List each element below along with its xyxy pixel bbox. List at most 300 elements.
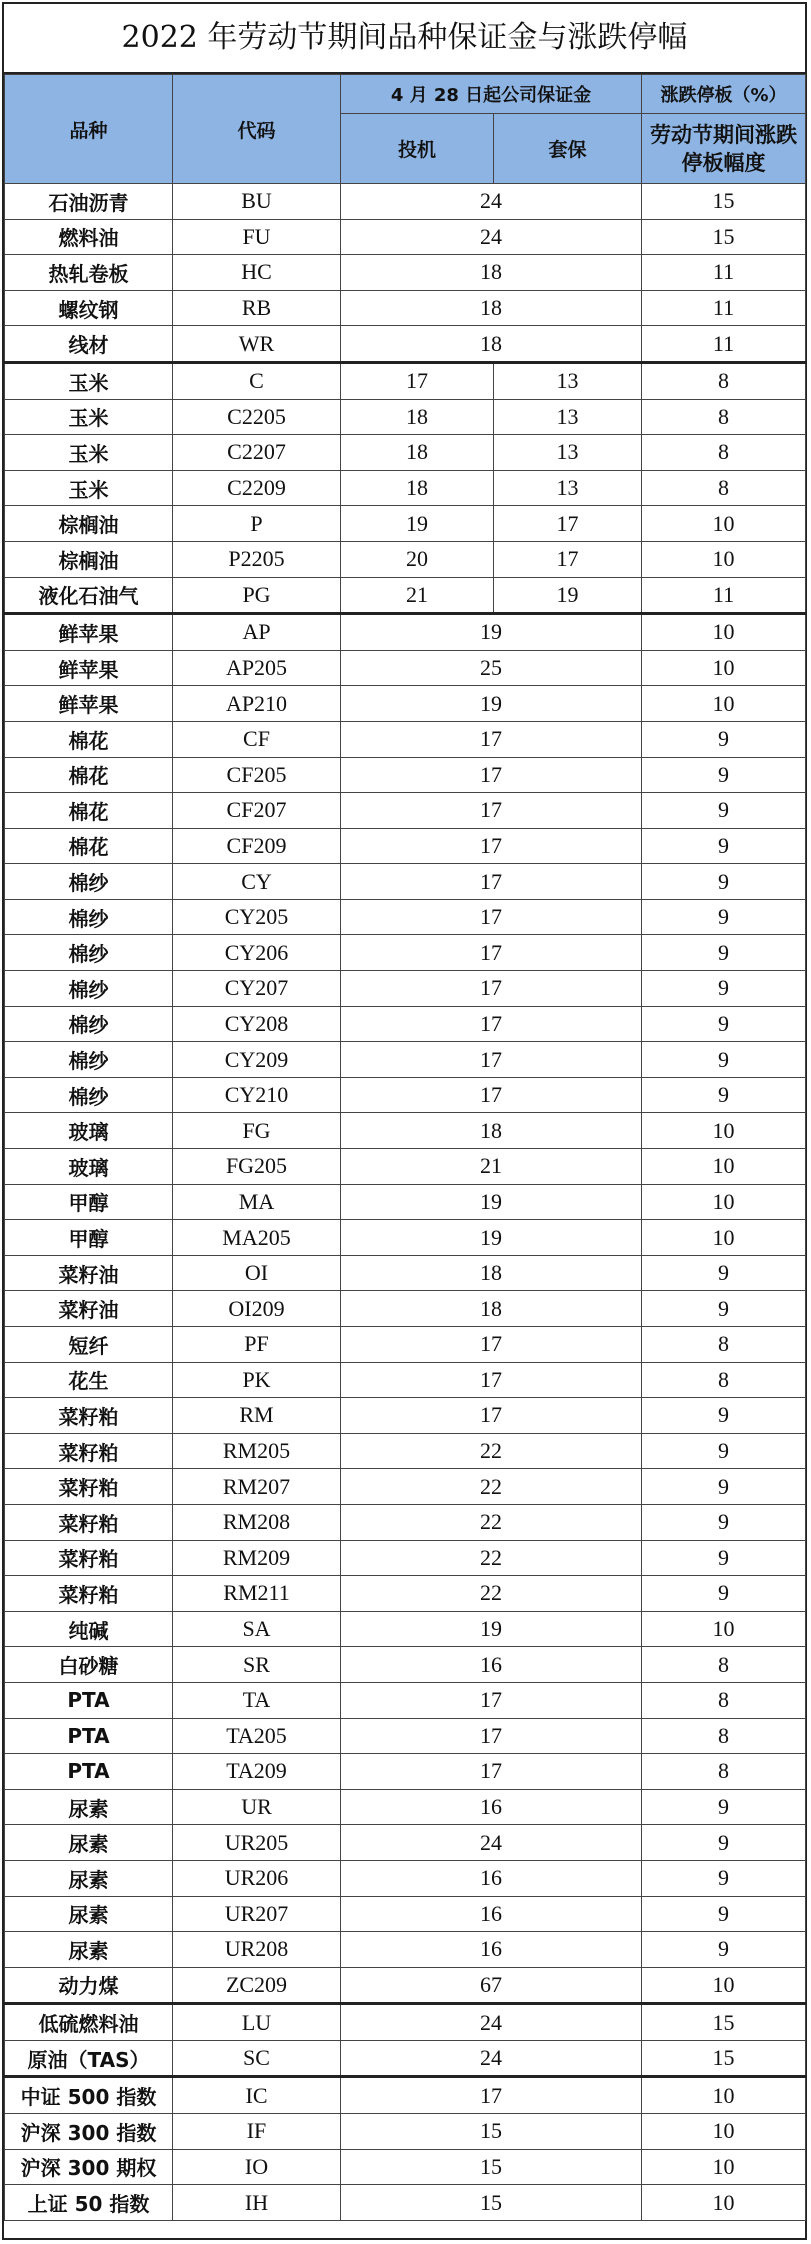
table-row [5, 1718, 806, 1754]
variety-name: 菜籽粕 [5, 1398, 173, 1434]
contract-code: SR [173, 1647, 341, 1683]
variety-name: 棉纱 [5, 864, 173, 900]
company-margin: 17 [341, 1362, 642, 1398]
contract-code: UR [173, 1789, 341, 1825]
variety-name: 原油（TAS） [5, 2040, 173, 2077]
contract-code: PG [173, 577, 341, 614]
contract-code: RB [173, 290, 341, 326]
header-variety: 品种 [5, 75, 173, 184]
contract-code: SC [173, 2040, 341, 2077]
contract-code: P2205 [173, 541, 341, 577]
table-row [5, 1469, 806, 1505]
company-margin: 17 [341, 1682, 642, 1718]
contract-code: C2207 [173, 435, 341, 471]
company-margin: 17 [341, 935, 642, 971]
contract-code: AP [173, 614, 341, 651]
variety-name: PTA [5, 1682, 173, 1718]
price-limit: 15 [642, 184, 806, 220]
variety-name: 尿素 [5, 1932, 173, 1968]
variety-name: 玻璃 [5, 1149, 173, 1185]
header-margin-group: 4 月 28 日起公司保证金 [341, 75, 642, 114]
variety-name: 鲜苹果 [5, 686, 173, 722]
variety-name: PTA [5, 1718, 173, 1754]
variety-name: 纯碱 [5, 1611, 173, 1647]
company-margin: 19 [341, 1184, 642, 1220]
hedge-margin: 17 [494, 506, 642, 542]
price-limit: 11 [642, 255, 806, 291]
company-margin: 16 [341, 1896, 642, 1932]
variety-name: 棉花 [5, 828, 173, 864]
table-row [5, 2185, 806, 2221]
company-margin: 24 [341, 219, 642, 255]
price-limit: 9 [642, 1291, 806, 1327]
header-code: 代码 [173, 75, 341, 184]
table-row [5, 1754, 806, 1790]
contract-code: UR208 [173, 1932, 341, 1968]
variety-name: 棉纱 [5, 1077, 173, 1113]
price-limit: 8 [642, 399, 806, 435]
speculative-margin: 18 [341, 470, 494, 506]
variety-name: 玉米 [5, 470, 173, 506]
price-limit: 8 [642, 470, 806, 506]
contract-code: CF209 [173, 828, 341, 864]
speculative-margin: 19 [341, 506, 494, 542]
table-row [5, 219, 806, 255]
table-row [5, 793, 806, 829]
company-margin: 24 [341, 2004, 642, 2041]
table-row [5, 1113, 806, 1149]
price-limit: 9 [642, 1896, 806, 1932]
variety-name: 燃料油 [5, 219, 173, 255]
table-row [5, 1077, 806, 1113]
price-limit: 8 [642, 435, 806, 471]
contract-code: CY [173, 864, 341, 900]
company-margin: 19 [341, 1611, 642, 1647]
hedge-margin: 13 [494, 362, 642, 399]
price-limit: 10 [642, 650, 806, 686]
company-margin: 17 [341, 1042, 642, 1078]
contract-code: RM208 [173, 1504, 341, 1540]
table-header [5, 75, 806, 184]
price-limit: 9 [642, 935, 806, 971]
variety-name: 甲醇 [5, 1184, 173, 1220]
variety-name: 棉花 [5, 757, 173, 793]
price-limit: 8 [642, 1718, 806, 1754]
price-limit: 10 [642, 2149, 806, 2185]
variety-name: 鲜苹果 [5, 650, 173, 686]
table-row [5, 935, 806, 971]
table-row [5, 1149, 806, 1185]
table-row [5, 506, 806, 542]
table-row [5, 255, 806, 291]
contract-code: P [173, 506, 341, 542]
contract-code: PF [173, 1327, 341, 1363]
company-margin: 25 [341, 650, 642, 686]
table-row [5, 1362, 806, 1398]
contract-code: RM [173, 1398, 341, 1434]
price-limit: 9 [642, 1469, 806, 1505]
price-limit: 10 [642, 2077, 806, 2114]
contract-code: OI209 [173, 1291, 341, 1327]
variety-name: 热轧卷板 [5, 255, 173, 291]
price-limit: 8 [642, 1362, 806, 1398]
contract-code: ZC209 [173, 1967, 341, 2004]
company-margin: 21 [341, 1149, 642, 1185]
table-row [5, 614, 806, 651]
company-margin: 17 [341, 793, 642, 829]
variety-name: 玉米 [5, 362, 173, 399]
company-margin: 16 [341, 1647, 642, 1683]
company-margin: 17 [341, 864, 642, 900]
company-margin: 15 [341, 2114, 642, 2150]
variety-name: 玉米 [5, 435, 173, 471]
company-margin: 19 [341, 614, 642, 651]
header-hedge: 套保 [494, 114, 642, 184]
contract-code: CY209 [173, 1042, 341, 1078]
contract-code: PK [173, 1362, 341, 1398]
price-limit: 9 [642, 1932, 806, 1968]
price-limit: 15 [642, 2004, 806, 2041]
variety-name: 尿素 [5, 1860, 173, 1896]
variety-name: 菜籽粕 [5, 1540, 173, 1576]
table-row [5, 1398, 806, 1434]
variety-name: 上证 50 指数 [5, 2185, 173, 2221]
hedge-margin: 19 [494, 577, 642, 614]
header-speculative: 投机 [341, 114, 494, 184]
table-row [5, 1220, 806, 1256]
contract-code: MA [173, 1184, 341, 1220]
variety-name: 菜籽油 [5, 1291, 173, 1327]
contract-code: MA205 [173, 1220, 341, 1256]
price-limit: 9 [642, 1825, 806, 1861]
table-row [5, 290, 806, 326]
price-limit: 10 [642, 541, 806, 577]
table-row [5, 2149, 806, 2185]
contract-code: TA209 [173, 1754, 341, 1790]
price-limit: 9 [642, 971, 806, 1007]
contract-code: IC [173, 2077, 341, 2114]
variety-name: 短纤 [5, 1327, 173, 1363]
table-row [5, 757, 806, 793]
variety-name: 棉纱 [5, 1006, 173, 1042]
contract-code: UR205 [173, 1825, 341, 1861]
variety-name: 液化石油气 [5, 577, 173, 614]
price-limit: 9 [642, 1789, 806, 1825]
price-limit: 9 [642, 1540, 806, 1576]
contract-code: CY205 [173, 899, 341, 935]
price-limit: 9 [642, 1042, 806, 1078]
contract-code: IO [173, 2149, 341, 2185]
company-margin: 17 [341, 1006, 642, 1042]
price-limit: 9 [642, 1433, 806, 1469]
price-limit: 8 [642, 1754, 806, 1790]
contract-code: C2209 [173, 470, 341, 506]
contract-code: UR206 [173, 1860, 341, 1896]
table-row [5, 971, 806, 1007]
table-row [5, 828, 806, 864]
company-margin: 17 [341, 721, 642, 757]
contract-code: CY207 [173, 971, 341, 1007]
contract-code: CF207 [173, 793, 341, 829]
company-margin: 15 [341, 2185, 642, 2221]
price-limit: 9 [642, 1006, 806, 1042]
contract-code: WR [173, 326, 341, 363]
variety-name: 鲜苹果 [5, 614, 173, 651]
table-row [5, 1184, 806, 1220]
table-row [5, 435, 806, 471]
table-row [5, 399, 806, 435]
variety-name: PTA [5, 1754, 173, 1790]
price-limit: 10 [642, 1967, 806, 2004]
price-limit: 9 [642, 1398, 806, 1434]
contract-code: AP210 [173, 686, 341, 722]
price-limit: 11 [642, 290, 806, 326]
price-limit: 9 [642, 899, 806, 935]
variety-name: 尿素 [5, 1789, 173, 1825]
variety-name: 白砂糖 [5, 1647, 173, 1683]
company-margin: 22 [341, 1504, 642, 1540]
contract-code: CY208 [173, 1006, 341, 1042]
price-limit: 9 [642, 1504, 806, 1540]
price-limit: 10 [642, 2114, 806, 2150]
contract-code: C [173, 362, 341, 399]
price-limit: 11 [642, 326, 806, 363]
price-limit: 9 [642, 1077, 806, 1113]
company-margin: 19 [341, 686, 642, 722]
table-row [5, 1932, 806, 1968]
header-limit-sub: 劳动节期间涨跌停板幅度 [642, 114, 806, 184]
variety-name: 玻璃 [5, 1113, 173, 1149]
company-margin: 22 [341, 1540, 642, 1576]
contract-code: OI [173, 1255, 341, 1291]
table-row [5, 2040, 806, 2077]
table-row [5, 864, 806, 900]
contract-code: CF205 [173, 757, 341, 793]
contract-code: TA205 [173, 1718, 341, 1754]
company-margin: 16 [341, 1860, 642, 1896]
company-margin: 18 [341, 1113, 642, 1149]
price-limit: 10 [642, 686, 806, 722]
company-margin: 17 [341, 2077, 642, 2114]
variety-name: 沪深 300 期权 [5, 2149, 173, 2185]
contract-code: HC [173, 255, 341, 291]
price-limit: 15 [642, 219, 806, 255]
table-body [5, 184, 806, 2221]
variety-name: 棉纱 [5, 935, 173, 971]
contract-code: UR207 [173, 1896, 341, 1932]
variety-name: 菜籽粕 [5, 1469, 173, 1505]
table-row [5, 326, 806, 363]
variety-name: 菜籽粕 [5, 1576, 173, 1612]
variety-name: 沪深 300 指数 [5, 2114, 173, 2150]
variety-name: 中证 500 指数 [5, 2077, 173, 2114]
table-row [5, 721, 806, 757]
variety-name: 菜籽油 [5, 1255, 173, 1291]
table-row [5, 1433, 806, 1469]
company-margin: 67 [341, 1967, 642, 2004]
table-row [5, 650, 806, 686]
table-row [5, 1006, 806, 1042]
table-row [5, 2004, 806, 2041]
price-limit: 8 [642, 1647, 806, 1683]
table-row [5, 686, 806, 722]
variety-name: 尿素 [5, 1896, 173, 1932]
variety-name: 石油沥青 [5, 184, 173, 220]
table-row [5, 1825, 806, 1861]
price-limit: 10 [642, 1149, 806, 1185]
table-row [5, 577, 806, 614]
company-margin: 17 [341, 971, 642, 1007]
table-row [5, 2114, 806, 2150]
variety-name: 棕榈油 [5, 541, 173, 577]
table-row [5, 1291, 806, 1327]
contract-code: RM209 [173, 1540, 341, 1576]
hedge-margin: 17 [494, 541, 642, 577]
speculative-margin: 20 [341, 541, 494, 577]
speculative-margin: 18 [341, 435, 494, 471]
contract-code: IF [173, 2114, 341, 2150]
price-limit: 8 [642, 1327, 806, 1363]
contract-code: BU [173, 184, 341, 220]
variety-name: 甲醇 [5, 1220, 173, 1256]
price-limit: 9 [642, 828, 806, 864]
variety-name: 线材 [5, 326, 173, 363]
variety-name: 棉花 [5, 721, 173, 757]
company-margin: 17 [341, 899, 642, 935]
speculative-margin: 18 [341, 399, 494, 435]
page-title: 2022 年劳动节期间品种保证金与涨跌停幅 [4, 4, 805, 74]
contract-code: C2205 [173, 399, 341, 435]
table-row [5, 184, 806, 220]
table-row [5, 1327, 806, 1363]
table-row [5, 2077, 806, 2114]
variety-name: 棉花 [5, 793, 173, 829]
price-limit: 10 [642, 614, 806, 651]
table-row [5, 470, 806, 506]
price-limit: 10 [642, 506, 806, 542]
hedge-margin: 13 [494, 470, 642, 506]
company-margin: 17 [341, 1327, 642, 1363]
contract-code: RM211 [173, 1576, 341, 1612]
variety-name: 菜籽粕 [5, 1433, 173, 1469]
company-margin: 24 [341, 1825, 642, 1861]
company-margin: 16 [341, 1932, 642, 1968]
contract-code: AP205 [173, 650, 341, 686]
company-margin: 22 [341, 1469, 642, 1505]
table-row [5, 541, 806, 577]
price-limit: 8 [642, 1682, 806, 1718]
price-limit: 10 [642, 1220, 806, 1256]
table-row [5, 899, 806, 935]
table-row [5, 1967, 806, 2004]
contract-code: TA [173, 1682, 341, 1718]
table-row [5, 1042, 806, 1078]
company-margin: 24 [341, 2040, 642, 2077]
variety-name: 螺纹钢 [5, 290, 173, 326]
variety-name: 低硫燃料油 [5, 2004, 173, 2041]
contract-code: IH [173, 2185, 341, 2221]
price-limit: 10 [642, 1611, 806, 1647]
variety-name: 棕榈油 [5, 506, 173, 542]
table-row [5, 1647, 806, 1683]
company-margin: 17 [341, 1754, 642, 1790]
contract-code: FG [173, 1113, 341, 1149]
speculative-margin: 17 [341, 362, 494, 399]
contract-code: CY210 [173, 1077, 341, 1113]
contract-code: LU [173, 2004, 341, 2041]
table-row [5, 1789, 806, 1825]
speculative-margin: 21 [341, 577, 494, 614]
company-margin: 17 [341, 757, 642, 793]
margin-table-sheet [2, 2, 807, 2240]
contract-code: CF [173, 721, 341, 757]
variety-name: 棉纱 [5, 971, 173, 1007]
margin-table [4, 74, 806, 2221]
contract-code: FU [173, 219, 341, 255]
contract-code: RM205 [173, 1433, 341, 1469]
variety-name: 玉米 [5, 399, 173, 435]
company-margin: 16 [341, 1789, 642, 1825]
company-margin: 18 [341, 290, 642, 326]
table-row [5, 1682, 806, 1718]
hedge-margin: 13 [494, 399, 642, 435]
variety-name: 菜籽粕 [5, 1504, 173, 1540]
price-limit: 9 [642, 1860, 806, 1896]
price-limit: 11 [642, 577, 806, 614]
table-row [5, 1896, 806, 1932]
table-row [5, 1860, 806, 1896]
table-row [5, 1576, 806, 1612]
company-margin: 18 [341, 1291, 642, 1327]
price-limit: 9 [642, 721, 806, 757]
variety-name: 棉纱 [5, 899, 173, 935]
company-margin: 18 [341, 326, 642, 363]
company-margin: 17 [341, 1718, 642, 1754]
price-limit: 10 [642, 1113, 806, 1149]
price-limit: 10 [642, 2185, 806, 2221]
variety-name: 尿素 [5, 1825, 173, 1861]
company-margin: 15 [341, 2149, 642, 2185]
header-limit-group: 涨跌停板（%） [642, 75, 806, 114]
price-limit: 9 [642, 1576, 806, 1612]
company-margin: 22 [341, 1576, 642, 1612]
variety-name: 棉纱 [5, 1042, 173, 1078]
company-margin: 22 [341, 1433, 642, 1469]
price-limit: 9 [642, 864, 806, 900]
price-limit: 9 [642, 793, 806, 829]
price-limit: 9 [642, 1255, 806, 1291]
company-margin: 18 [341, 1255, 642, 1291]
company-margin: 24 [341, 184, 642, 220]
company-margin: 17 [341, 1077, 642, 1113]
variety-name: 花生 [5, 1362, 173, 1398]
company-margin: 19 [341, 1220, 642, 1256]
table-row [5, 362, 806, 399]
table-row [5, 1504, 806, 1540]
contract-code: CY206 [173, 935, 341, 971]
price-limit: 8 [642, 362, 806, 399]
contract-code: FG205 [173, 1149, 341, 1185]
price-limit: 10 [642, 1184, 806, 1220]
table-row [5, 1611, 806, 1647]
table-row [5, 1540, 806, 1576]
variety-name: 动力煤 [5, 1967, 173, 2004]
price-limit: 9 [642, 757, 806, 793]
table-row [5, 1255, 806, 1291]
contract-code: SA [173, 1611, 341, 1647]
company-margin: 17 [341, 828, 642, 864]
hedge-margin: 13 [494, 435, 642, 471]
